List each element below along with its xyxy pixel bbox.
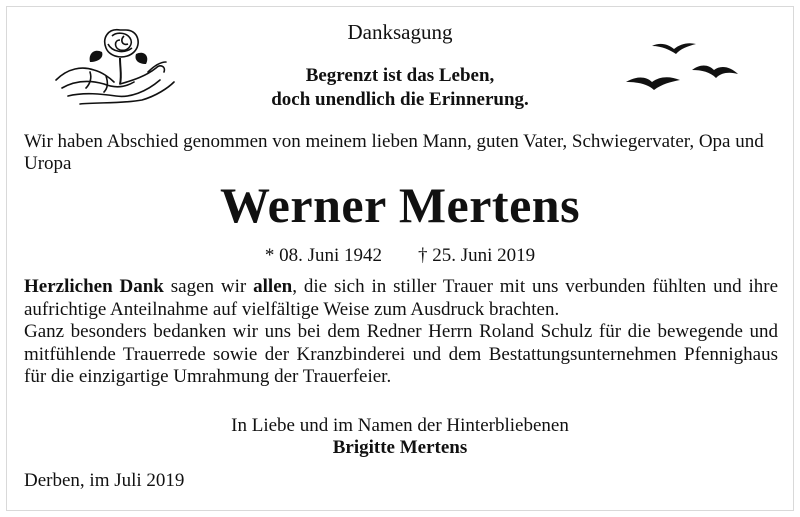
thanks-text-part: sagen wir xyxy=(163,276,254,297)
thanks-bold: Herzlichen Dank xyxy=(24,276,164,297)
motto xyxy=(0,64,800,112)
deceased-name: Werner Mertens xyxy=(219,177,581,233)
birth-date: * 08. Juni 1942 xyxy=(264,245,382,266)
intro-text: Wir haben Abschied genommen von meinem lieben Mann, guten Vater, Schwiegervater, Opa und Uropa xyxy=(24,131,764,174)
thanks-text-part: , die sich in stiller Trauer mit uns verbunden fühlten und ihre aufrichtige Anteilnahme auf vielfältige Weise zum Ausdruck brachten. xyxy=(24,276,779,320)
place-date: Derben, im Juli 2019 xyxy=(24,470,185,491)
life-dates xyxy=(0,245,800,267)
thanks-text xyxy=(24,276,778,389)
closing-line: In Liebe und im Namen der Hinterbliebenen xyxy=(231,415,569,436)
thanks-bold: allen xyxy=(253,276,293,297)
death-date: † 25. Juni 2019 xyxy=(418,245,536,266)
motto-line: Begrenzt ist das Leben, xyxy=(305,65,495,86)
closing xyxy=(0,415,800,459)
notice-heading: Danksagung xyxy=(347,20,453,44)
motto-line: doch unendlich die Erinnerung. xyxy=(271,89,529,110)
signature: Brigitte Mertens xyxy=(332,437,468,458)
thanks-paragraph: Ganz besonders bedanken wir uns bei dem Redner Herrn Roland Schulz für die bewegende und mitfühlende Trauerrede sowie der Kranzbinderei und dem Bestattungsunternehmen Pfennighaus für die einzigartige Umrahmung der Trauerfeier. xyxy=(24,321,778,387)
thanks-paragraph xyxy=(24,276,778,321)
